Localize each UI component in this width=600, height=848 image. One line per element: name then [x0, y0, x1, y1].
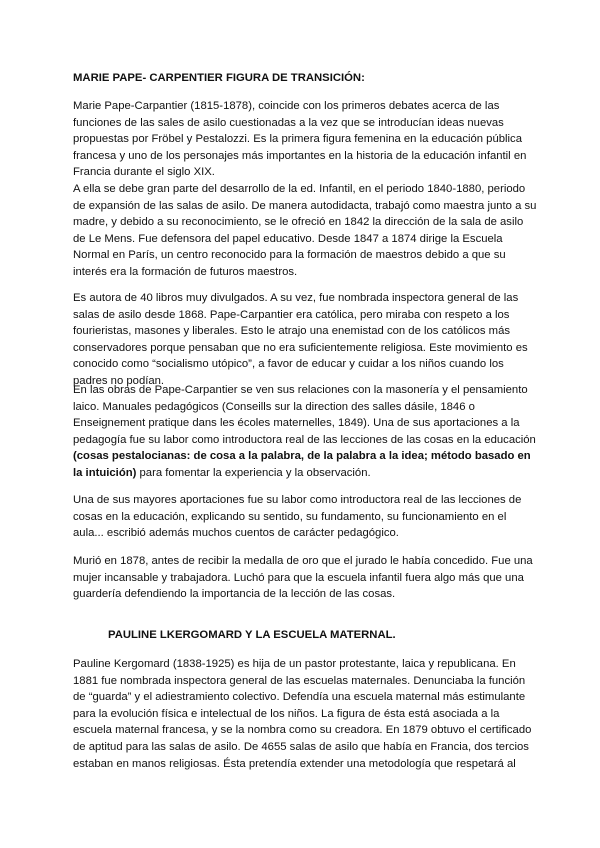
text-line: laico. Manuales pedagógicos (Conseills sur la direction des salles dásile, 1846 o [73, 400, 475, 413]
paragraph-1 [73, 98, 543, 181]
text-line: Enseignement pratique dans les écoles maternelles, 1849). Una de sus aportaciones a la [73, 417, 520, 430]
text-line: aula... escribió además muchos cuentos de carácter pedagógico. [73, 527, 399, 540]
text-line: padres no podían. [73, 374, 165, 387]
paragraph-7 [73, 656, 543, 772]
paragraph-4 [73, 382, 543, 482]
text-line: interés era la formación de futuros maestros. [73, 265, 298, 278]
paragraph-5 [73, 492, 543, 542]
section-heading-pape-carpantier: MARIE PAPE- CARPENTIER FIGURA DE TRANSICIÓN: [73, 72, 365, 84]
paragraph-4-lines [73, 382, 543, 448]
text-line: Pauline Kergomard (1838-1925) es hija de un pastor protestante, laica y republicana. En [73, 658, 516, 670]
text-line: Marie Pape-Carpantier (1815-1878), coincide con los primeros debates acerca de las [73, 100, 500, 112]
bold-text: la intuición) [73, 466, 137, 479]
text-line: conocido como “socialismo utópico”, a favor de educar y cuidar a los niños cuando los [73, 358, 504, 371]
text-line: 1881 fue nombrada inspectora general de las escuelas maternales. Denunciaba la función [73, 674, 526, 687]
text-line: propuestas por Fröbel y Pestalozzi. Es la primera figura femenina en la educación pública [73, 133, 522, 146]
text-line: para la evolución física e intelectual de los niños. La figura de ésta está asociada a la [73, 707, 500, 720]
text-line: mujer incansable y trabajadora. Luchó para que la escuela infantil fuera algo más que una [73, 571, 524, 584]
text-line: Francia durante el siglo XIX. [73, 166, 215, 179]
text-line: de aptitud para las salas de asilo. De 4655 salas de asilo que había en Francia, dos tercios [73, 740, 529, 753]
paragraph-2 [73, 181, 543, 281]
text-line: Es autora de 40 libros muy divulgados. A su vez, fue nombrada inspectora general de las [73, 292, 519, 304]
text-line: madre, y debido a su reconocimiento, se le ofreció en 1842 la dirección de la sala de asilo [73, 216, 524, 229]
text-line: salas de asilo desde 1868. Pape-Carpantier era católica, pero miraba con respeto a los [73, 308, 510, 321]
text-line: A ella se debe gran parte del desarrollo de la ed. Infantil, en el periodo 1840-1880, periodo [73, 183, 526, 195]
text-line: de “guarda” y el adiestramiento colectivo. Defendía una escuela maternal más estimulante [73, 691, 526, 704]
text-line: cosas en la educación, explicando su sentido, su fundamento, su funcionamiento en el [73, 510, 507, 523]
paragraph-4-tail: para fomentar la experiencia y la observación. [136, 466, 371, 479]
text-line: conservadores porque pensaban que no era suficientemente religiosa. Este movimiento es [73, 341, 528, 354]
paragraph-6 [73, 553, 543, 603]
text-line: Una de sus mayores aportaciones fue su labor como introductora real de las lecciones de [73, 494, 522, 506]
bold-text: (cosas pestalocianas: de cosa a la palabra, de la palabra a la idea; método basado en [73, 450, 531, 463]
section-heading-kergomard: PAULINE LKERGOMARD Y LA ESCUELA MATERNAL. [108, 629, 396, 641]
paragraph-3 [73, 290, 543, 390]
text-line: fourieristas, masones y liberales. Esto le atrajo una enemistad con de los católicos más [73, 325, 511, 338]
text-line: En las obras de Pape-Carpantier se ven sus relaciones con la masonería y el pensamiento [73, 384, 528, 396]
text-line: escuela maternal francesa, y se la nombra como su creadora. En 1879 obtuvo el certificado [73, 724, 532, 737]
text-line: de Le Mens. Fue defensora del papel educativo. Desde 1847 a 1874 dirige la Escuela [73, 232, 503, 245]
text-line: funciones de las sales de asilo cuestionadas a la vez que se introducían ideas nuevas [73, 116, 504, 129]
text-line: Murió en 1878, antes de recibir la medalla de oro que el jurado le había concedido. Fue una [73, 555, 533, 567]
text-line: estaban en manos religiosas. Ésta pretendía extender una metodología que respetará al [73, 757, 516, 770]
text-line: Normal en París, un centro reconocido para la formación de maestros debido a que su [73, 249, 506, 262]
text-line: guardería defendiendo la importancia de la lección de las cosas. [73, 588, 396, 601]
text-line: pedagogía fue su labor como introductora real de las lecciones de las cosas en la educación [73, 433, 536, 446]
text-line: francesa y uno de los personajes más importantes en la historia de la educación infantil en [73, 149, 527, 162]
text-line: de expansión de las salas de asilo. De manera autodidacta, trabajó como maestra junto a su [73, 199, 537, 212]
